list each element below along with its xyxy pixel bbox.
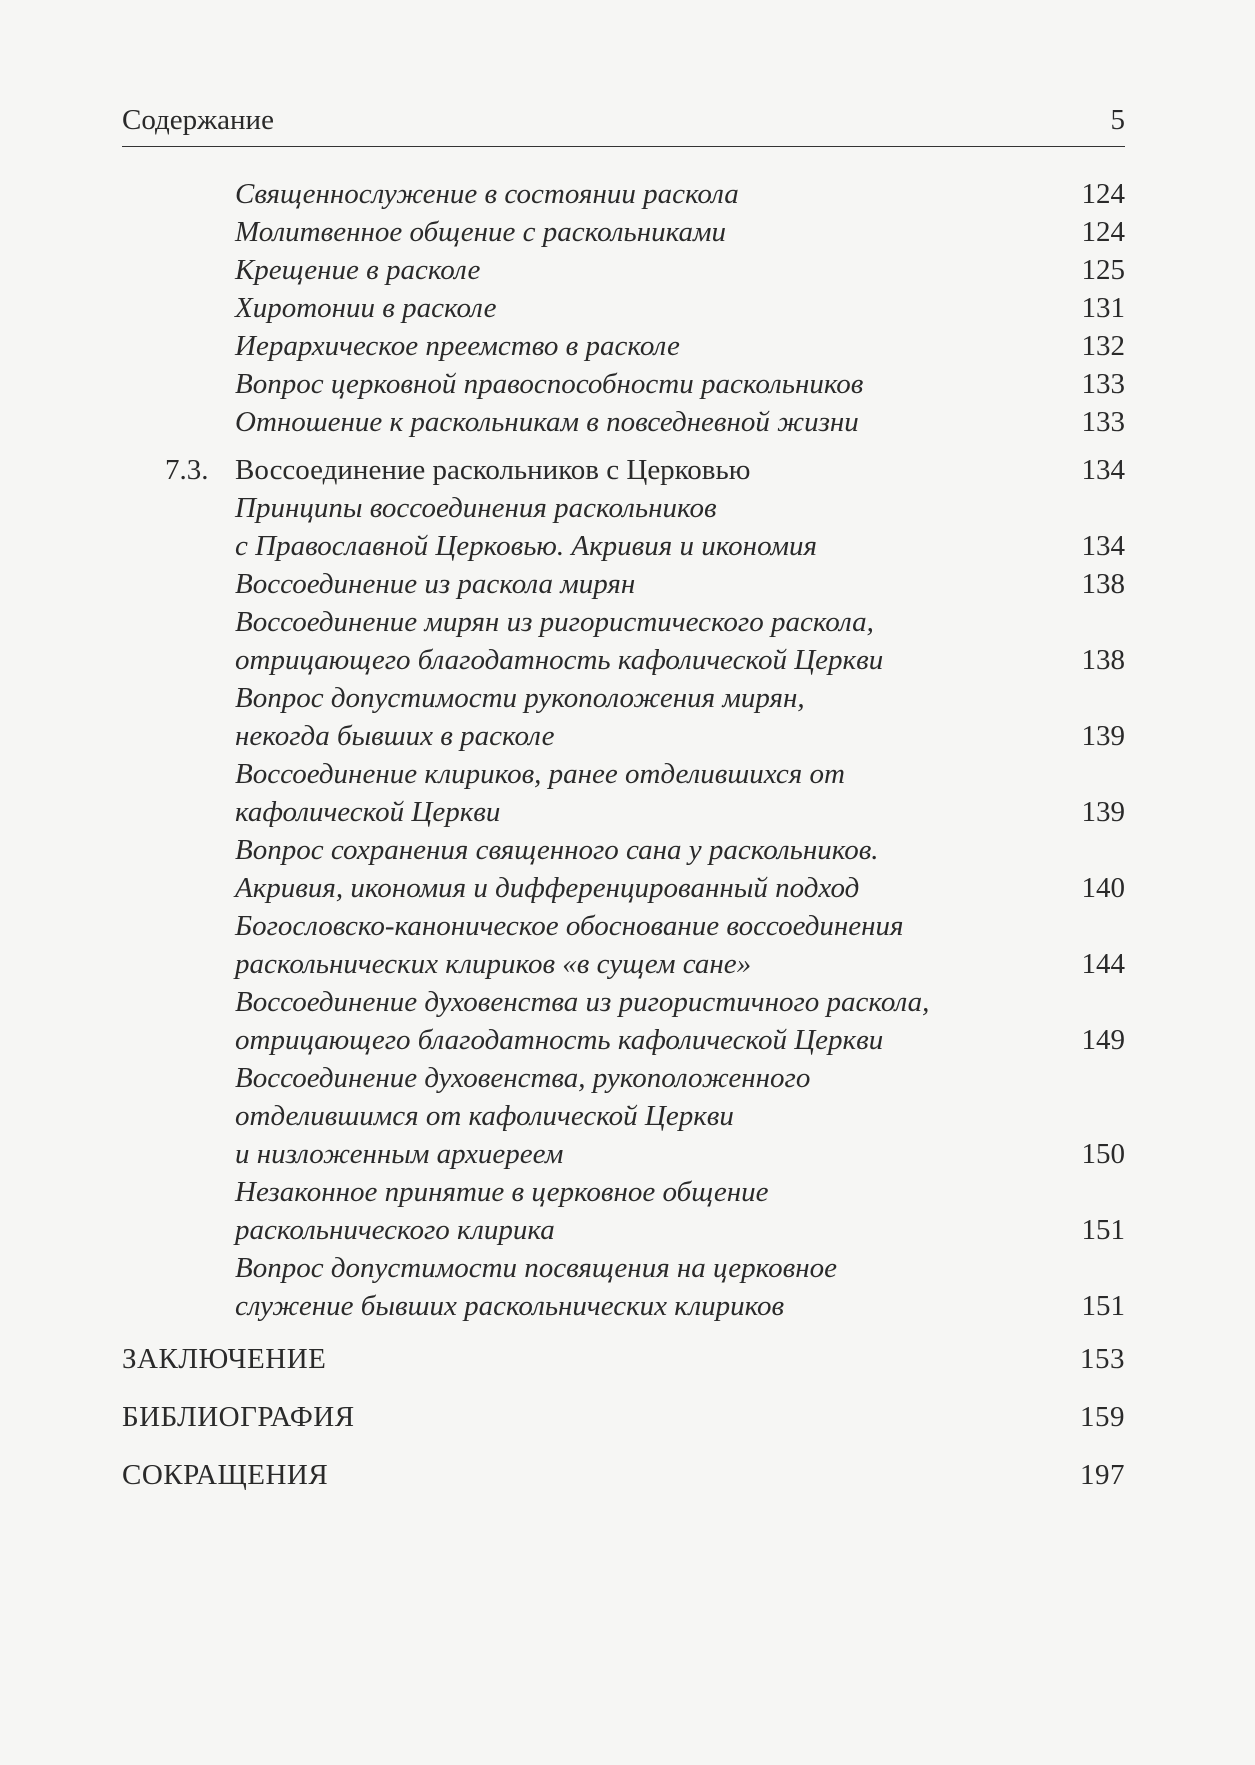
book-page [122, 0, 1125, 1765]
toc-entry-line: Принципы воссоединения раскольников [235, 492, 717, 524]
toc-entry-title [235, 565, 1125, 603]
toc-page-number: 197 [1080, 1459, 1125, 1491]
toc-page-number: 151 [1081, 1214, 1125, 1246]
toc-entry-title [122, 1335, 1125, 1383]
toc-entry-title [122, 1393, 1125, 1441]
toc-entry-line: некогда бывших в расколе [235, 720, 555, 752]
toc-entry [235, 679, 1125, 755]
toc-entry [235, 565, 1125, 603]
toc-page-number: 138 [1081, 644, 1125, 676]
toc-entry-line: с Православной Церковью. Акривия и икономия [235, 530, 817, 562]
toc-entry-line: Незаконное принятие в церковное общение [235, 1176, 769, 1208]
toc-entry [235, 603, 1125, 679]
toc-page-number: 138 [1081, 568, 1125, 600]
toc-page-number: 133 [1081, 368, 1125, 400]
toc-entry-line: Воссоединение духовенства, рукоположенного [235, 1062, 811, 1094]
toc-page-number: 134 [1081, 454, 1125, 486]
toc-entry-line: раскольнических клириков «в сущем сане» [235, 948, 752, 980]
toc-entry-line: служение бывших раскольнических клириков [235, 1290, 785, 1322]
toc-entry-title [235, 289, 1125, 327]
toc-entry-line: Вопрос допустимости рукоположения мирян, [235, 682, 805, 714]
toc-entry [122, 1451, 1125, 1499]
toc-entry-line: Хиротонии в расколе [235, 292, 497, 324]
toc-entry [235, 327, 1125, 365]
toc-entry-title [235, 327, 1125, 365]
toc-entry-title [235, 1249, 1125, 1325]
toc-entry-line: Вопрос церковной правоспособности раскольников [235, 368, 864, 400]
toc-entry [235, 213, 1125, 251]
toc-entry-line: кафолической Церкви [235, 796, 501, 828]
toc-entry-line: Богословско-каноническое обоснование воссоединения [235, 910, 904, 942]
toc-page-number: 159 [1080, 1401, 1125, 1433]
toc-entry-title [235, 831, 1125, 907]
toc-entry-line: Вопрос сохранения священного сана у раскольников. [235, 834, 879, 866]
toc-entry-title [235, 603, 1125, 679]
toc-entry-line: Воссоединение из раскола мирян [235, 568, 636, 600]
running-header [122, 100, 1125, 147]
toc-page-number: 139 [1081, 796, 1125, 828]
toc-entry [235, 983, 1125, 1059]
toc-entry-line: Воссоединение раскольников с Церковью [235, 454, 751, 486]
toc-entry-title [235, 1059, 1125, 1173]
toc-entry-line: Крещение в расколе [235, 254, 481, 286]
toc-entry-line: Священнослужение в состоянии раскола [235, 178, 739, 210]
toc-entry [235, 175, 1125, 213]
toc-entry-line: Иерархическое преемство в расколе [235, 330, 680, 362]
toc-page-number: 153 [1080, 1343, 1125, 1375]
toc-entry-title [235, 1173, 1125, 1249]
toc-entry-title [235, 175, 1125, 213]
page-number: 5 [1110, 104, 1125, 136]
toc-entry-title [235, 251, 1125, 289]
toc-entry-line: отрицающего благодатность кафолической Церкви [235, 644, 884, 676]
toc-entry [235, 489, 1125, 565]
toc-entry-title [235, 983, 1125, 1059]
toc-entry-line: отделившимся от кафолической Церкви [235, 1100, 734, 1132]
toc-page-number: 140 [1081, 872, 1125, 904]
toc-entry-line: Воссоединение мирян из ригористического раскола, [235, 606, 874, 638]
toc-entry-line: отрицающего благодатность кафолической Церкви [235, 1024, 884, 1056]
toc-page-number: 134 [1081, 530, 1125, 562]
toc-entry-line: Отношение к раскольникам в повседневной жизни [235, 406, 859, 438]
toc-entry [235, 365, 1125, 403]
toc-entry [235, 1173, 1125, 1249]
toc-entry-line: СОКРАЩЕНИЯ [122, 1459, 329, 1491]
toc-entry-line: Воссоединение клириков, ранее отделившихся от [235, 758, 845, 790]
toc-entry-line: Воссоединение духовенства из ригористичного раскола, [235, 986, 930, 1018]
toc-page-number: 124 [1081, 178, 1125, 210]
toc-entry [235, 1059, 1125, 1173]
toc-entry [235, 403, 1125, 441]
toc-entry [122, 1393, 1125, 1441]
section-number: 7.3. [165, 454, 209, 486]
toc-entry-line: раскольнического клирика [235, 1214, 555, 1246]
toc-entry [235, 1249, 1125, 1325]
toc-entry-title [235, 403, 1125, 441]
toc-page-number: 124 [1081, 216, 1125, 248]
toc-entry [235, 251, 1125, 289]
toc-page-number: 149 [1081, 1024, 1125, 1056]
toc-page-number: 132 [1081, 330, 1125, 362]
table-of-contents [122, 175, 1125, 1499]
toc-entry-line: Вопрос допустимости посвящения на церковное [235, 1252, 837, 1284]
toc-entry-line: БИБЛИОГРАФИЯ [122, 1401, 355, 1433]
toc-page-number: 151 [1081, 1290, 1125, 1322]
toc-entry [235, 831, 1125, 907]
toc-entry [235, 755, 1125, 831]
toc-entry-title [235, 365, 1125, 403]
toc-entry-line: ЗАКЛЮЧЕНИЕ [122, 1343, 327, 1375]
toc-entry-title [235, 213, 1125, 251]
toc-page-number: 144 [1081, 948, 1125, 980]
toc-entry-line: Акривия, икономия и дифференцированный подход [235, 872, 860, 904]
toc-entry [122, 1335, 1125, 1383]
running-header-title: Содержание [122, 104, 274, 136]
toc-entry-title [235, 755, 1125, 831]
toc-entry-line: и низложенным архиереем [235, 1138, 564, 1170]
toc-page-number: 150 [1081, 1138, 1125, 1170]
toc-entry-title [235, 489, 1125, 565]
toc-entry-line: Молитвенное общение с раскольниками [235, 216, 726, 248]
toc-page-number: 139 [1081, 720, 1125, 752]
toc-entry [165, 451, 1125, 489]
toc-entry-title [235, 907, 1125, 983]
toc-page-number: 133 [1081, 406, 1125, 438]
toc-entry-title [235, 679, 1125, 755]
toc-entry-title [235, 451, 1125, 489]
toc-page-number: 131 [1081, 292, 1125, 324]
toc-entry-title [122, 1451, 1125, 1499]
toc-page-number: 125 [1081, 254, 1125, 286]
toc-entry [235, 289, 1125, 327]
toc-entry [235, 907, 1125, 983]
